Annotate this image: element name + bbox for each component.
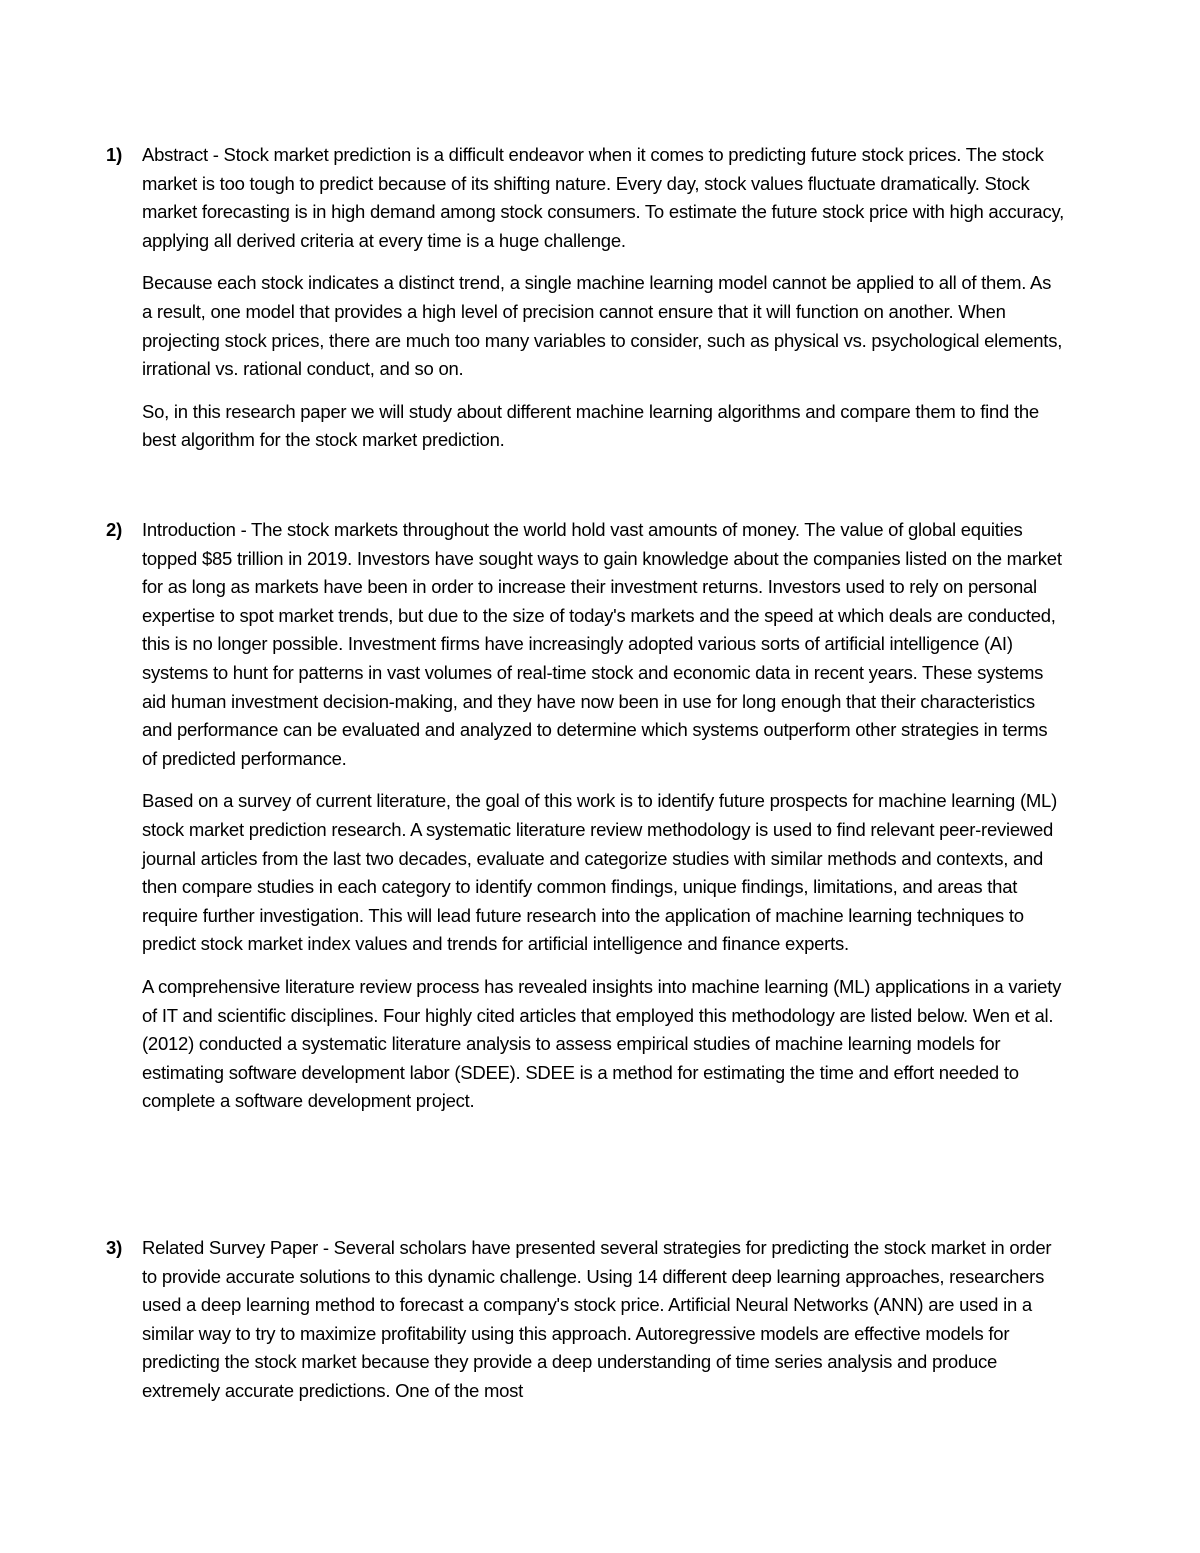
section-introduction — [106, 516, 1066, 1116]
paragraph: Abstract - Stock market prediction is a difficult endeavor when it comes to predicting future stock prices. The stock market is too tough to predict because of its shifting nature. Every day, stock values fluctuate dramatically. Stock market forecasting is in high demand among stock consumers. To estimate the future stock price with high accuracy, applying all derived criteria at every time is a huge challenge. — [142, 144, 1064, 251]
paragraph: A comprehensive literature review process has revealed insights into machine learning (ML) applications in a variety of IT and scientific disciplines. Four highly cited articles that employed this methodology are listed below. Wen et al. (2012) conducted a systematic literature analysis to assess empirical studies of machine learning models for estimating software development labor (SDEE). SDEE is a method for estimating the time and effort needed to complete a software development project. — [142, 975, 1062, 1112]
section-abstract — [106, 141, 1066, 455]
list-number: 1) — [106, 144, 123, 165]
paragraph: So, in this research paper we will study about different machine learning algorithms and compare them to find the best algorithm for the stock market prediction. — [142, 400, 1039, 451]
paragraph: Introduction - The stock markets throughout the world hold vast amounts of money. The value of global equities topped $85 trillion in 2019. Investors have sought ways to gain knowledge about the companies listed on the market for as long as markets have been in order to increase their investment returns. Investors used to rely on personal expertise to spot market trends, but due to the size of today's markets and the speed at which deals are conducted, this is no longer possible. Investment firms have increasingly adopted various sorts of artificial intelligence (AI) systems to hunt for patterns in vast volumes of real-time stock and economic data in recent years. These systems aid human investment decision-making, and they have now been in use for long enough that their characteristics and performance can be evaluated and analyzed to determine which systems outperform other strategies in terms of predicted performance. — [142, 519, 1062, 769]
list-number: 3) — [106, 1237, 123, 1258]
paragraph: Related Survey Paper - Several scholars have presented several strategies for predicting the stock market in order to provide accurate solutions to this dynamic challenge. Using 14 different deep learning approaches, researchers used a deep learning method to forecast a company's stock price. Artificial Neural Networks (ANN) are used in a similar way to try to maximize profitability using this approach. Autoregressive models are effective models for predicting the stock market because they provide a deep understanding of time series analysis and produce extremely accurate predictions. One of the most — [142, 1237, 1052, 1401]
list-item — [106, 516, 1066, 1116]
list-number: 2) — [106, 519, 123, 540]
paragraph: Because each stock indicates a distinct trend, a single machine learning model cannot be applied to all of them. As a result, one model that provides a high level of precision cannot ensure that it will function on another. When projecting stock prices, there are much too many variables to consider, such as physical vs. psychological elements, irrational vs. rational conduct, and so on. — [142, 272, 1063, 380]
list-item — [106, 141, 1066, 455]
section-related-survey-paper — [106, 1234, 1066, 1406]
paragraph: Based on a survey of current literature, the goal of this work is to identify future prospects for machine learning (ML) stock market prediction research. A systematic literature review methodology is used to find relevant peer-reviewed journal articles from the last two decades, evaluate and categorize studies with similar methods and contexts, and then compare studies in each category to identify common findings, unique findings, limitations, and areas that require further investigation. This will lead future research into the application of machine learning techniques to predict stock market index values and trends for artificial intelligence and finance experts. — [142, 790, 1057, 955]
list-item — [106, 1234, 1066, 1406]
